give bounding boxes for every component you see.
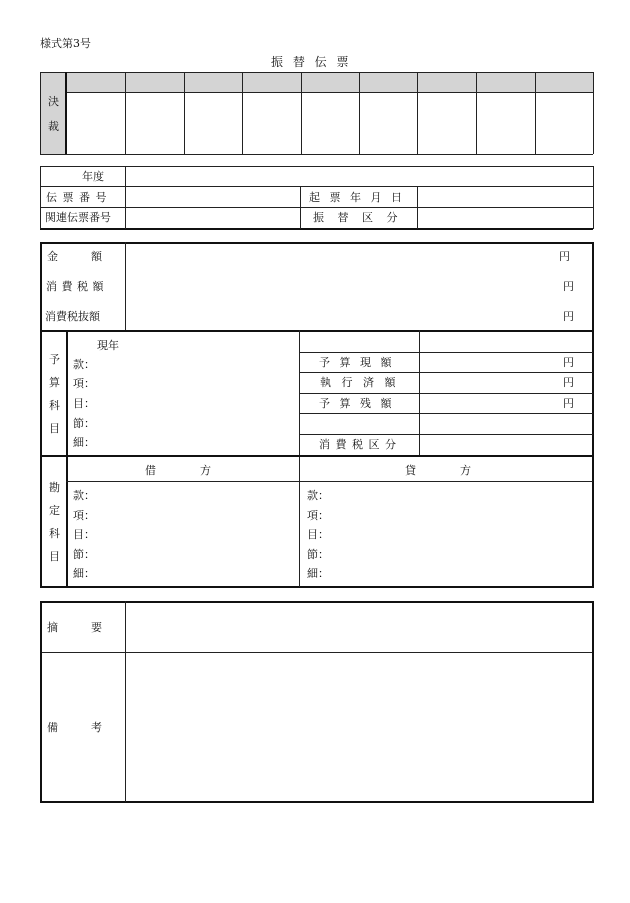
budget-item-setsu: 節：	[73, 417, 95, 430]
budget-item-kan: 款：	[73, 358, 95, 371]
budget-label-1: 予	[49, 353, 60, 366]
debit-item-kan: 款：	[73, 489, 95, 502]
remarks-label: 備 考	[47, 721, 102, 734]
approval-label-2: 裁	[48, 120, 59, 133]
debit-item-saimoku: 細：	[73, 567, 95, 580]
tax-yen: 円	[563, 280, 574, 293]
debit-label: 借 方	[145, 464, 211, 477]
account-label-1: 勘	[49, 481, 60, 494]
budget-item-kou: 項：	[73, 377, 95, 390]
account-label-3: 科	[49, 527, 60, 540]
amount-yen: 円	[559, 250, 570, 263]
tax-amount-label: 消 費 税 額	[46, 280, 104, 293]
transfer-type-label: 振 替 区 分	[313, 211, 398, 224]
current-budget-yen: 円	[563, 356, 574, 369]
remaining-yen: 円	[563, 397, 574, 410]
credit-item-kou: 項：	[307, 509, 329, 522]
approval-label-1: 決	[48, 95, 59, 108]
credit-item-kan: 款：	[307, 489, 329, 502]
budget-label-3: 科	[49, 399, 60, 412]
current-year-label: 現年	[97, 339, 119, 352]
slip-number-label: 伝 票 番 号	[46, 191, 107, 204]
debit-item-moku: 目：	[73, 528, 95, 541]
tax-class-label: 消 費 税 区 分	[319, 438, 396, 451]
budget-item-saimoku: 細：	[73, 436, 95, 449]
credit-item-saimoku: 細：	[307, 567, 329, 580]
excl-tax-label: 消費税抜額	[45, 310, 100, 323]
credit-item-moku: 目：	[307, 528, 329, 541]
account-label-2: 定	[49, 504, 60, 517]
related-slip-label: 関連伝票番号	[45, 211, 111, 224]
executed-yen: 円	[563, 376, 574, 389]
year-label: 年度	[82, 170, 104, 183]
debit-item-setsu: 節：	[73, 548, 95, 561]
remaining-label: 予 算 残 額	[319, 397, 392, 410]
amount-label: 金 額	[47, 250, 102, 263]
issue-date-label: 起 票 年 月 日	[309, 191, 402, 204]
credit-item-setsu: 節：	[307, 548, 329, 561]
budget-label-2: 算	[49, 376, 60, 389]
page-title: 振 替 伝 票	[271, 55, 349, 69]
summary-label: 摘 要	[47, 621, 102, 634]
credit-label: 貸 方	[405, 464, 471, 477]
debit-item-kou: 項：	[73, 509, 95, 522]
current-budget-label: 予 算 現 額	[319, 356, 392, 369]
budget-item-moku: 目：	[73, 397, 95, 410]
excl-tax-yen: 円	[563, 310, 574, 323]
budget-label-4: 目	[49, 422, 60, 435]
form-number: 様式第3号	[40, 37, 91, 50]
account-label-4: 目	[49, 550, 60, 563]
executed-label: 執 行 済 額	[320, 376, 396, 389]
